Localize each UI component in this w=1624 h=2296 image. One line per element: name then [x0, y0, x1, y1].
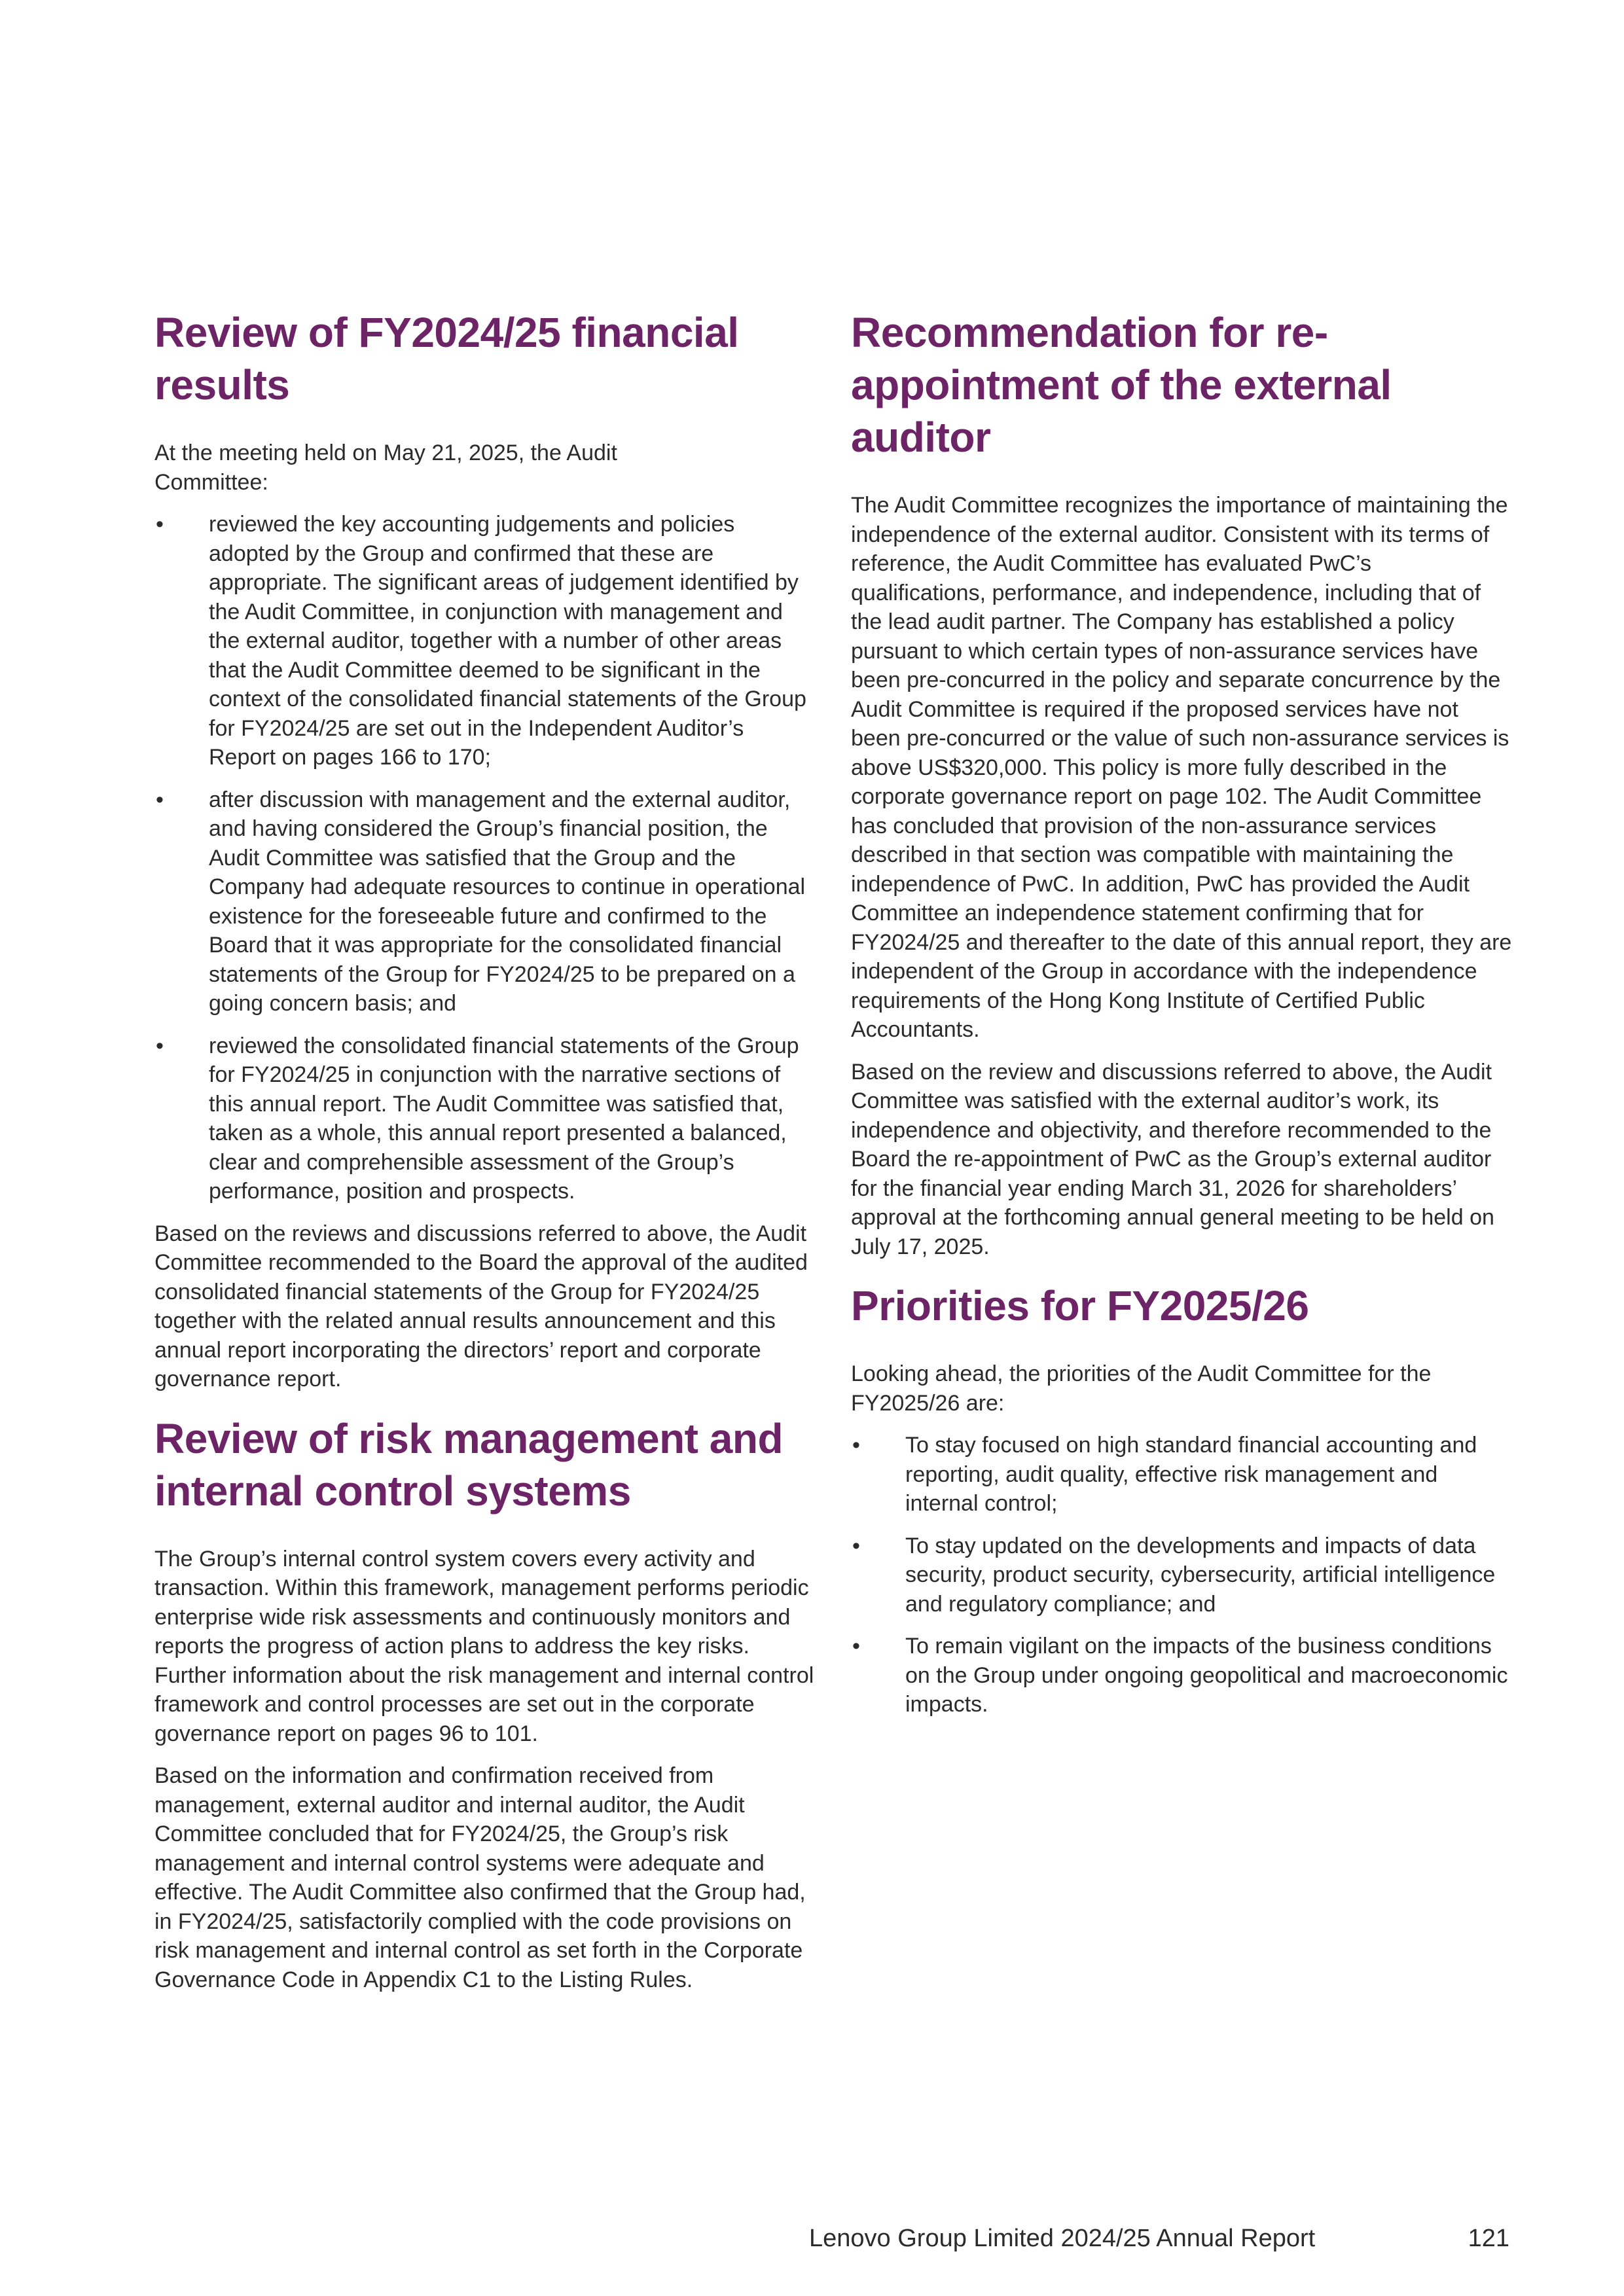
section-heading-priorities: Priorities for FY2025/26 — [851, 1282, 1309, 1329]
bullet-text: reviewed the key accounting judgements and policies adopted by the Group and confirmed that these are appropriate. The significant areas of judgement identified by the Audit Committee, in conjunction with management and the external auditor, together with a number of other areas that the Audit Committee deemed to be significant in the context of the consolidated financial statements of the Group for FY2024/25 are set out in the Independent Auditor’s Report on pages 166 to 170; — [209, 512, 806, 770]
bullet-text: To remain vigilant on the impacts of the business conditions on the Group under ongoing geopolitical and macroeconomic impacts. — [905, 1634, 1508, 1717]
list-item — [154, 1031, 816, 1206]
list-item — [851, 1431, 1512, 1518]
financial-results-bullet-list — [154, 510, 816, 1206]
bullet-icon: • — [156, 512, 164, 537]
financial-results-intro: At the meeting held on May 21, 2025, the Audit Committee: — [154, 440, 617, 495]
bullet-icon: • — [852, 1533, 860, 1558]
auditor-reappointment-paragraph: Based on the review and discussions referred to above, the Audit Committee was satisfied with the external auditor’s work, its independence and objectivity, and therefore recommended to the Board the re-appointment of PwC as the Group’s external auditor for the financial year ending March 31, 2026 for shareholders’ approval at the forthcoming annual general meeting to be held on July 17, 2025. — [851, 1059, 1494, 1259]
bullet-text: To stay updated on the developments and impacts of data security, product security, cybersecurity, artificial intelligence and regulatory compliance; and — [905, 1533, 1496, 1617]
right-column — [851, 306, 1512, 1719]
list-item — [154, 785, 816, 1018]
risk-management-paragraph: The Group’s internal control system covers every activity and transaction. Within this framework, management performs periodic enterprise wide risk assessments and continuously monitors and reports the progress of action plans to address the key risks. Further information about the risk management and internal control framework and control processes are set out in the corporate governance report on pages 96 to 101. — [154, 1546, 814, 1746]
auditor-reappointment-paragraph: The Audit Committee recognizes the importance of maintaining the independence of the external auditor. Consistent with its terms of reference, the Audit Committee has evaluated PwC’s qualifications, performance, and independence, including that of the lead audit partner. The Company has established a policy pursuant to which certain types of non-assurance services have been pre-concurred in the policy and separate concurrence by the Audit Committee is required if the proposed services have not been pre-concurred or the value of such non-assurance services is above US$320,000. This policy is more fully described in the corporate governance report on page 102. The Audit Committee has concluded that provision of the non-assurance services described in that section was compatible with maintaining the independence of PwC. In addition, PwC has provided the Audit Committee an independence statement confirming that for FY2024/25 and thereafter to the date of this annual report, they are independent of the Group in accordance with the independence requirements of the Hong Kong Institute of Certified Public Accountants. — [851, 493, 1512, 1042]
bullet-text: reviewed the consolidated financial statements of the Group for FY2024/25 in conjunction with the narrative sections of this annual report. The Audit Committee was satisfied that, taken as a whole, this annual report presented a balanced, clear and comprehensible assessment of the Group’s performance, position and prospects. — [209, 1033, 799, 1204]
priorities-bullet-list — [851, 1431, 1512, 1719]
section-heading-auditor-reappointment: Recommendation for re-appointment of the external auditor — [851, 309, 1392, 461]
left-column — [154, 306, 816, 1994]
bullet-text: after discussion with management and the external auditor, and having considered the Group’s financial position, the Audit Committee was satisfied that the Group and the Company had adequate resources to continue in operational existence for the foreseeable future and confirmed to the Board that it was appropriate for the consolidated financial statements of the Group for FY2024/25 to be prepared on a going concern basis; and — [209, 787, 806, 1016]
footer-report-title: Lenovo Group Limited 2024/25 Annual Report — [809, 2225, 1316, 2252]
list-item — [851, 1632, 1512, 1719]
bullet-icon: • — [852, 1433, 860, 1458]
section-heading-risk-management: Review of risk management and internal control systems — [154, 1414, 784, 1515]
financial-results-closing: Based on the reviews and discussions referred to above, the Audit Committee recommended to the Board the approval of the audited consolidated financial statements of the Group for FY2024/25 together with the related annual results announcement and this annual report incorporating the directors’ report and corporate governance report. — [154, 1221, 808, 1391]
bullet-icon: • — [156, 1033, 164, 1058]
bullet-text: To stay focused on high standard financial accounting and reporting, audit quality, effective risk management and internal control; — [905, 1433, 1477, 1516]
list-item — [154, 510, 816, 772]
bullet-icon: • — [852, 1634, 860, 1659]
section-heading-financial-results: Review of FY2024/25 financial results — [154, 309, 739, 408]
priorities-intro: Looking ahead, the priorities of the Audit Committee for the FY2025/26 are: — [851, 1361, 1432, 1416]
page-number: 121 — [1468, 2225, 1509, 2252]
bullet-icon: • — [156, 787, 164, 812]
risk-management-paragraph: Based on the information and confirmation received from management, external auditor and internal auditor, the Audit Committee concluded that for FY2024/25, the Group’s risk management and internal control systems were adequate and effective. The Audit Committee also confirmed that the Group had, in FY2024/25, satisfactorily complied with the code provisions on risk management and internal control as set forth in the Corporate Governance Code in Appendix C1 to the Listing Rules. — [154, 1763, 806, 1992]
list-item — [851, 1532, 1512, 1619]
